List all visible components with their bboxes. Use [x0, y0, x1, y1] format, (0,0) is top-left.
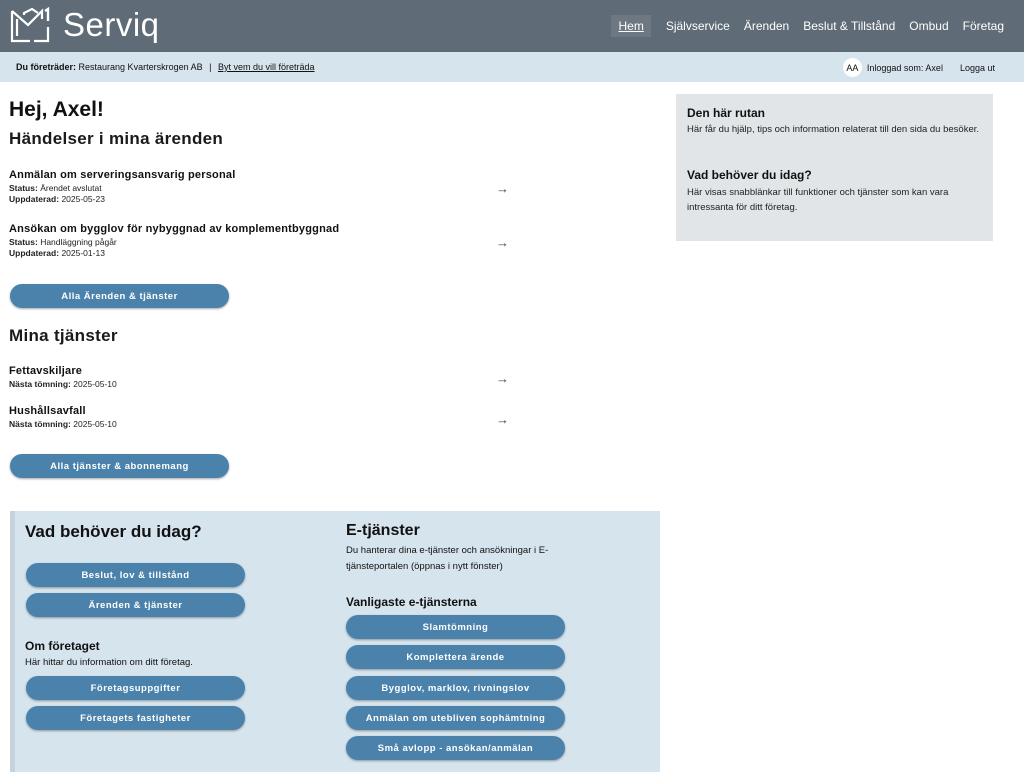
updated-label: Uppdaterad:: [9, 194, 60, 205]
main-nav: [611, 0, 1004, 52]
status-label: Status:: [9, 183, 38, 193]
service-meta: [9, 419, 509, 430]
representation-info: [16, 62, 315, 72]
updated-value: 2025-01-13: [61, 248, 105, 259]
help-text: Här får du hjälp, tips och information relaterat till den sida du besöker.: [687, 124, 980, 135]
quick-links-panel: [10, 511, 660, 772]
arrow-right-icon[interactable]: →: [496, 235, 509, 250]
help-box: [676, 94, 993, 241]
needs-heading: Vad behöver du idag?: [25, 522, 202, 541]
missed-collection-button[interactable]: Anmälan om utebliven sophämtning: [346, 706, 565, 730]
event-row[interactable]: [9, 223, 509, 259]
top-navigation-bar: [0, 0, 1024, 52]
service-row[interactable]: [9, 405, 509, 430]
nav-item-ombud[interactable]: Ombud: [909, 19, 949, 33]
updated-value: 2025-05-23: [61, 194, 105, 205]
company-name: Restaurang Kvarterskrogen AB: [78, 62, 203, 72]
eservices-text-line-1: Du hanterar dina e-tjänster och ansökningar i E-: [346, 545, 549, 556]
event-meta: [9, 183, 509, 205]
event-meta: [9, 237, 509, 259]
all-cases-button[interactable]: Alla Ärenden & tjänster: [10, 284, 229, 308]
avatar[interactable]: AA: [843, 58, 862, 77]
company-details-button[interactable]: Företagsuppgifter: [26, 676, 245, 700]
supplement-case-button[interactable]: Komplettera ärende: [346, 645, 565, 669]
user-area: [843, 58, 995, 77]
logged-in-text: Inloggad som: Axel: [866, 62, 943, 73]
greeting: Hej, Axel!: [9, 98, 104, 121]
company-properties-button[interactable]: Företagets fastigheter: [26, 706, 245, 730]
all-services-button[interactable]: Alla tjänster & abonnemang: [10, 454, 229, 478]
event-title: Anmälan om serveringsansvarig personal: [9, 169, 236, 181]
next-emptying-value: 2025-05-10: [73, 379, 117, 389]
nav-item-beslut-tillstand[interactable]: Beslut & Tillstånd: [803, 19, 896, 33]
eservices-text-line-2: tjänsteportalen (öppnas i nytt fönster): [346, 561, 503, 572]
building-permit-button[interactable]: Bygglov, marklov, rivningslov: [346, 676, 565, 700]
event-row[interactable]: [9, 169, 509, 205]
sludge-emptying-button[interactable]: Slamtömning: [346, 615, 565, 639]
nav-item-hem[interactable]: Hem: [611, 15, 650, 37]
service-row[interactable]: [9, 365, 509, 390]
common-eservices-heading: Vanligaste e-tjänsterna: [346, 595, 477, 609]
representation-bar: [0, 52, 1024, 82]
arrow-right-icon[interactable]: →: [496, 181, 509, 196]
company-text: Här hittar du information om ditt företag.: [25, 657, 193, 668]
next-emptying-value: 2025-05-10: [73, 419, 117, 429]
app-name: Serviq: [63, 6, 160, 43]
decisions-permits-button[interactable]: Beslut, lov & tillstånd: [26, 563, 245, 587]
nav-item-arenden[interactable]: Ärenden: [743, 19, 790, 33]
nav-item-sjalvservice[interactable]: Självservice: [665, 19, 730, 33]
status-label: Status:: [9, 237, 38, 247]
service-title: Hushållsavfall: [9, 405, 86, 417]
arrow-right-icon[interactable]: →: [496, 412, 509, 427]
service-title: Fettavskiljare: [9, 365, 83, 377]
help-heading: Den här rutan: [687, 106, 766, 120]
updated-label: Uppdaterad:: [9, 248, 60, 259]
eservices-heading: E-tjänster: [346, 522, 420, 539]
small-sewage-button[interactable]: Små avlopp - ansökan/anmälan: [346, 736, 565, 760]
help-needs-text: Här visas snabblänkar till funktioner och tjänster som kan vara intressanta för ditt företag.: [687, 187, 949, 213]
help-needs-heading: Vad behöver du idag?: [687, 168, 812, 182]
cases-services-button[interactable]: Ärenden & tjänster: [26, 593, 245, 617]
next-emptying-label: Nästa tömning:: [9, 419, 71, 429]
switch-representation-link[interactable]: Byt vem du vill företräda: [217, 62, 315, 72]
status-value: Handläggning pågår: [40, 237, 117, 247]
company-heading: Om företaget: [25, 639, 100, 653]
services-heading: Mina tjänster: [9, 326, 118, 345]
next-emptying-label: Nästa tömning:: [9, 379, 71, 389]
representing-label: Du företräder:: [16, 62, 77, 72]
service-meta: [9, 379, 509, 390]
status-value: Ärendet avslutat: [40, 183, 102, 193]
separator: |: [209, 62, 212, 72]
serviq-logo[interactable]: [8, 2, 160, 48]
nav-item-foretag[interactable]: Företag: [962, 19, 1004, 33]
event-title: Ansökan om bygglov för nybyggnad av komplementbyggnad: [9, 223, 340, 235]
serviq-logo-icon: [8, 5, 54, 45]
logout-link[interactable]: Logga ut: [959, 62, 995, 73]
events-heading: Händelser i mina ärenden: [9, 129, 224, 148]
arrow-right-icon[interactable]: →: [496, 371, 509, 386]
